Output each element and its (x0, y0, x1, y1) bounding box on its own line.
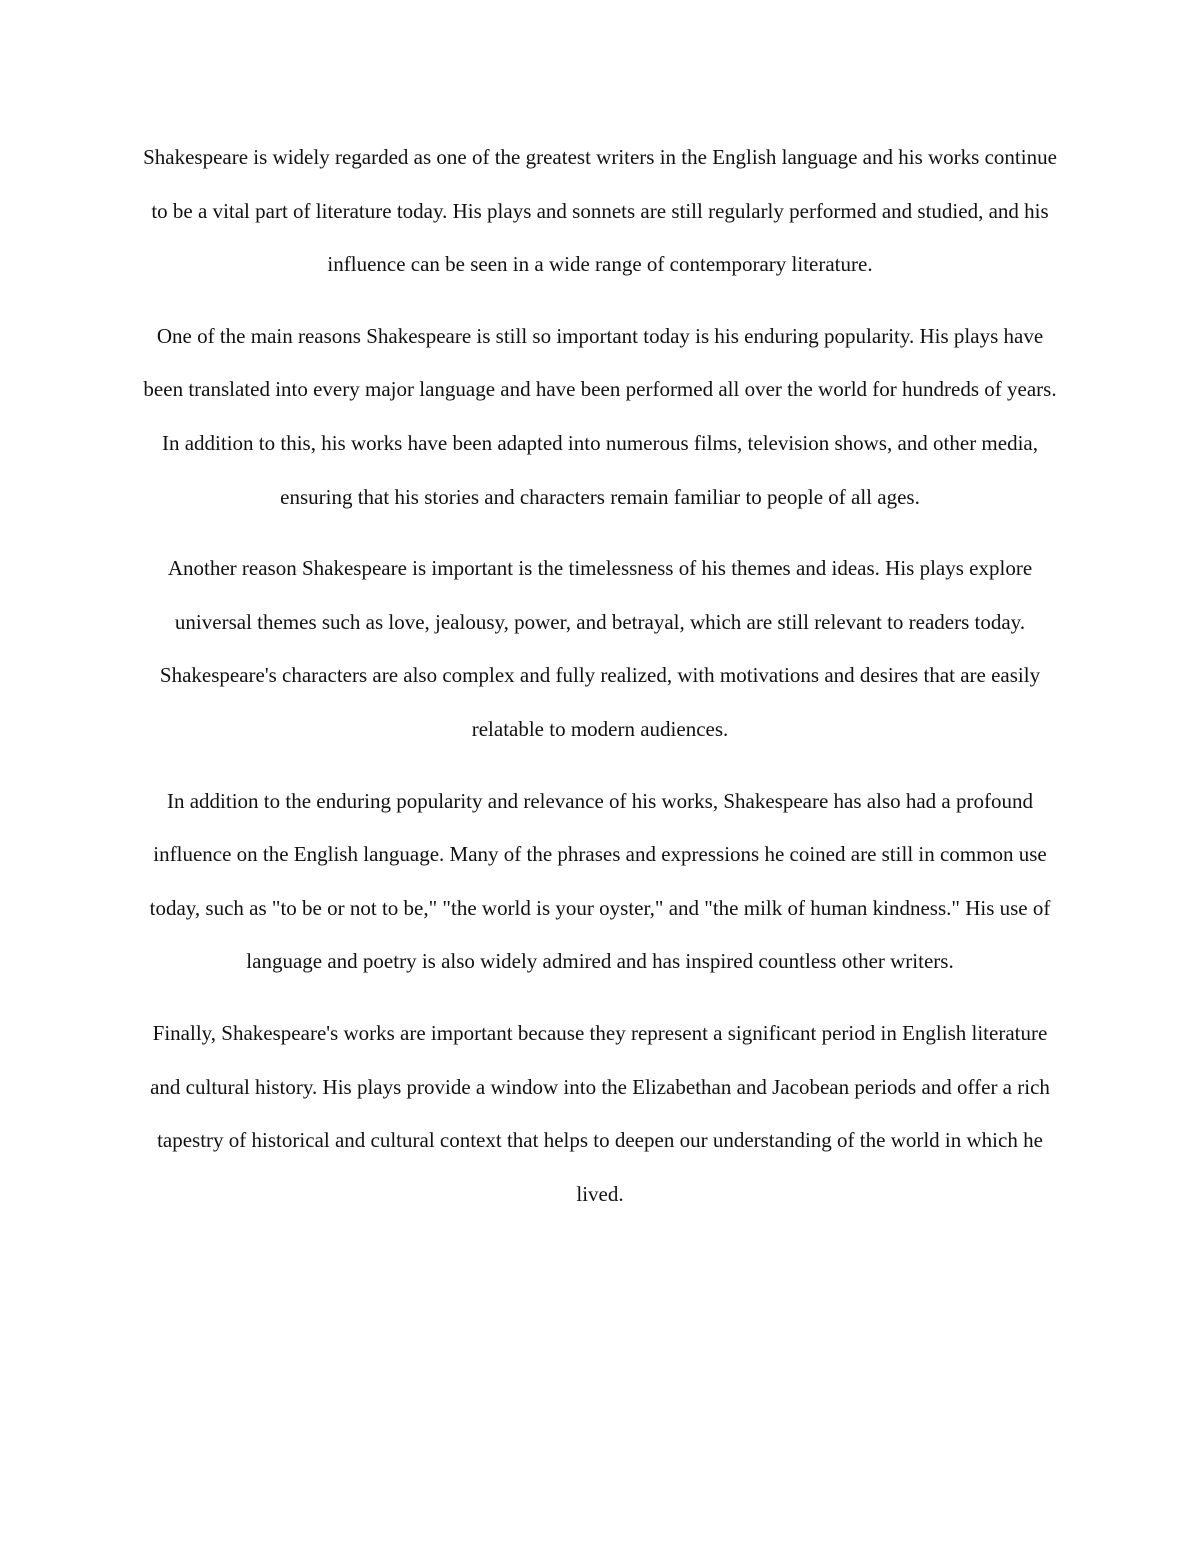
paragraph-themes: Another reason Shakespeare is important is the timelessness of his themes and ideas. His plays explore universal themes such as love, jealousy, power, and betrayal, which are still relevant to readers today. Shakespeare's characters are also complex and fully realized, with motivations and desires that are easily relatable to modern audiences. (159, 556, 1041, 741)
essay-body (140, 131, 1060, 1221)
paragraph-introduction: Shakespeare is widely regarded as one of the greatest writers in the English language and his works continue to be a vital part of literature today. His plays and sonnets are still regularly performed and studied, and his influence can be seen in a wide range of contemporary literature. (143, 145, 1057, 277)
paragraph-popularity: One of the main reasons Shakespeare is still so important today is his enduring popularity. His plays have been translated into every major language and have been performed all over the world for hundreds of years. In addition to this, his works have been adapted into numerous films, television shows, and other media, ensuring that his stories and characters remain familiar to people of all ages. (143, 323, 1057, 509)
paragraph-historical-significance: Finally, Shakespeare's works are important because they represent a significant period in English literature and cultural history. His plays provide a window into the Elizabethan and Jacobean periods and offer a rich tapestry of historical and cultural context that helps to deepen our understanding of the world in which he lived. (150, 1020, 1050, 1206)
paragraph-language-influence: In addition to the enduring popularity and relevance of his works, Shakespeare has also had a profound influence on the English language. Many of the phrases and expressions he coined are still in common use today, such as "to be or not to be," "the world is your oyster," and "the milk of human kindness." His use of language and poetry is also widely admired and has inspired countless other writers. (149, 788, 1051, 974)
